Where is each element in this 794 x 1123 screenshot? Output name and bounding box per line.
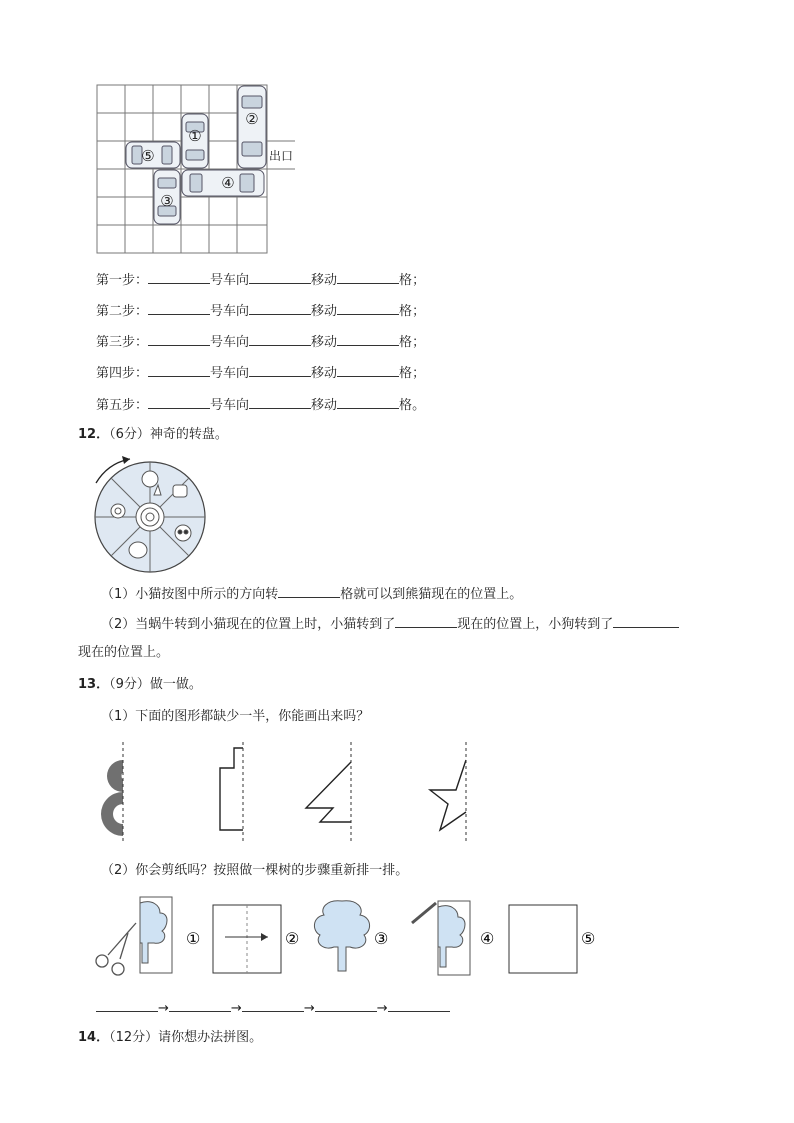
step-row: 第二步： 号车向 移动 格； [96,304,426,319]
answer-blank[interactable] [278,585,340,598]
svg-text:④: ④ [221,174,235,192]
svg-text:①: ① [188,127,202,145]
pencil-icon [412,903,436,923]
q13-sub1: （1）下面的图形都缺少一半，你能画出来吗？ [101,709,370,724]
svg-text:③: ③ [160,192,174,210]
svg-text:④: ④ [480,929,495,948]
spinner-wheel [88,455,213,575]
answer-blank[interactable] [337,302,399,315]
order-blank[interactable] [315,999,377,1012]
order-blank[interactable] [242,999,304,1012]
half-star-shape [430,760,466,830]
step-row: 第四步： 号车向 移动 格； [96,366,426,381]
answer-blank[interactable] [337,333,399,346]
order-answer-row: → → → → [96,999,450,1017]
answer-blank[interactable] [249,396,311,409]
half-eight-shape [101,760,123,836]
answer-blank[interactable] [249,271,311,284]
exit-label: 出口 [269,149,294,163]
order-blank[interactable] [388,999,450,1012]
order-blank[interactable] [169,999,231,1012]
answer-blank[interactable] [148,396,210,409]
half-arrow-shape [306,762,351,822]
tree-icon [314,901,369,971]
q12-heading: 12．（6分）神奇的转盘。 [78,427,228,442]
answer-blank[interactable] [395,615,457,628]
half-shapes-figure [88,740,488,845]
q14-heading: 14．（12分）请你想办法拼图。 [78,1030,263,1045]
answer-blank[interactable] [337,396,399,409]
order-blank[interactable] [96,999,158,1012]
answer-blank[interactable] [148,333,210,346]
dog-icon [129,542,147,558]
svg-text:⑤: ⑤ [141,147,155,165]
answer-blank[interactable] [249,364,311,377]
answer-blank[interactable] [337,364,399,377]
half-castle-shape [220,748,243,830]
svg-text:⑤: ⑤ [581,929,596,948]
panda-icon [175,525,191,541]
q13-heading: 13．（9分）做一做。 [78,677,202,692]
snail-icon [111,504,125,518]
step-row: 第三步： 号车向 移动 格； [96,335,426,350]
answer-blank[interactable] [148,302,210,315]
lion-icon [142,471,158,487]
q12-sub2: （2）当蜗牛转到小猫现在的位置上时，小猫转到了 现在的位置上，小狗转到了 [101,615,679,633]
paper-cut-steps [88,893,608,988]
answer-blank[interactable] [613,615,679,628]
svg-text:②: ② [245,110,259,128]
step-row: 第一步： 号车向 移动 格； [96,273,426,288]
step-row: 第五步： 号车向 移动 格。 [96,398,426,413]
answer-blank[interactable] [148,364,210,377]
svg-text:①: ① [186,929,201,948]
q12-sub2-cont: 现在的位置上。 [78,645,170,660]
answer-blank[interactable] [249,302,311,315]
answer-blank[interactable] [249,333,311,346]
q13-sub2: （2）你会剪纸吗？按照做一棵树的步骤重新排一排。 [101,863,409,878]
scissors-icon [96,923,136,975]
svg-text:②: ② [285,929,300,948]
q12-sub1: （1）小猫按图中所示的方向转 格就可以到熊猫现在的位置上。 [101,587,523,602]
answer-blank[interactable] [337,271,399,284]
parking-grid-figure [90,80,310,258]
answer-blank[interactable] [148,271,210,284]
cat-icon [173,485,187,497]
svg-text:③: ③ [374,929,389,948]
